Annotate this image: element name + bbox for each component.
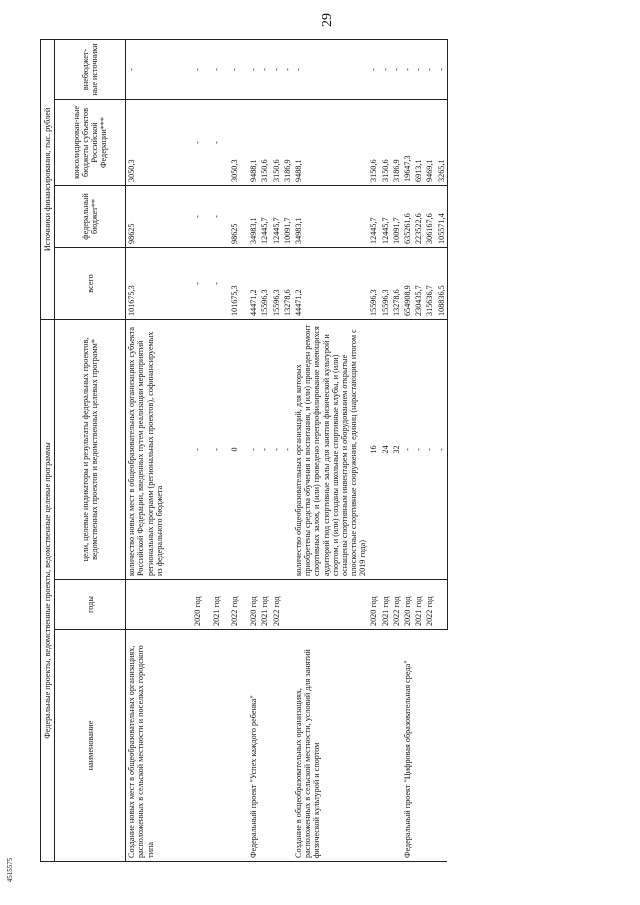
cell-extra: -: [436, 39, 448, 99]
table-row: [248, 39, 259, 861]
cell-year: 2020 год: [248, 580, 259, 630]
page-number: 29: [320, 13, 335, 27]
cell-federal: 12445,7: [368, 185, 379, 247]
cell-regional: 3150,6: [271, 99, 282, 185]
cell-total: 44471,2: [293, 247, 369, 319]
cell-extra: -: [424, 39, 435, 99]
cell-federal: 223522,6: [413, 185, 424, 247]
cell-federal: 98625: [229, 185, 248, 247]
cell-regional: 9469,1: [424, 99, 435, 185]
cell-value: -: [192, 319, 211, 579]
cell-total: 654908,9: [402, 247, 413, 319]
cell-value: 32: [391, 319, 402, 579]
cell-total: 13278,6: [282, 247, 293, 319]
cell-year: 2021 год: [380, 580, 391, 630]
cell-year: 2021 год: [413, 580, 424, 630]
cell-regional: 3150,6: [368, 99, 379, 185]
cell-federal: 34983,1: [248, 185, 259, 247]
cell-value: -: [436, 319, 448, 579]
cell-value: -: [211, 319, 230, 579]
cell-federal: 34983,1: [293, 185, 369, 247]
financing-table: [40, 39, 448, 862]
cell-federal: -: [192, 185, 211, 247]
cell-regional: 6913,1: [413, 99, 424, 185]
item-name: Федеральный проект "Цифровая образовательная среда": [402, 630, 447, 862]
cell-extra: -: [271, 39, 282, 99]
cell-value: 0: [229, 319, 248, 579]
cell-regional: 3186,9: [391, 99, 402, 185]
cell-total: 108836,5: [436, 247, 448, 319]
cell-value: -: [259, 319, 270, 579]
cell-value: -: [424, 319, 435, 579]
cell-year: [282, 580, 293, 630]
cell-regional: 3050,3: [126, 99, 192, 185]
cell-federal: -: [211, 185, 230, 247]
cell-total: 15596,3: [368, 247, 379, 319]
cell-extra: -: [413, 39, 424, 99]
cell-extra: -: [293, 39, 369, 99]
cell-year: 2021 год: [211, 580, 230, 630]
cell-extra: -: [248, 39, 259, 99]
cell-extra: -: [211, 39, 230, 99]
cell-extra: -: [402, 39, 413, 99]
cell-year: 2022 год: [424, 580, 435, 630]
cell-total: 15596,3: [259, 247, 270, 319]
cell-year: 2020 год: [402, 580, 413, 630]
cell-federal: 12445,7: [259, 185, 270, 247]
header-total: всего: [55, 247, 126, 319]
cell-federal: 306167,6: [424, 185, 435, 247]
cell-regional: 9488,1: [248, 99, 259, 185]
cell-regional: 3150,6: [259, 99, 270, 185]
item-name: Федеральный проект "Успех каждого ребенка": [248, 630, 293, 862]
cell-regional: -: [211, 99, 230, 185]
cell-federal: 98625: [126, 185, 192, 247]
table-row: [293, 39, 369, 861]
cell-regional: 3050,3: [229, 99, 248, 185]
cell-extra: -: [368, 39, 379, 99]
cell-total: 315636,7: [424, 247, 435, 319]
header-regional: консолидирован-ные бюджеты субъектов Российской Федерации***: [55, 99, 126, 185]
rotated-table-sheet: [40, 40, 560, 862]
cell-year: 2020 год: [368, 580, 379, 630]
cell-extra: -: [282, 39, 293, 99]
indicator-text: количество новых мест в общеобразовательных организациях субъекта Российской Федерации, введенных путем реализации мероприятий региональных программ (региональных проектов), софинансируемых из федерального бюджета: [126, 319, 192, 579]
cell-extra: -: [259, 39, 270, 99]
cell-total: -: [211, 247, 230, 319]
cell-total: 101675,3: [126, 247, 192, 319]
cell-value: -: [248, 319, 259, 579]
cell-value: -: [271, 319, 282, 579]
cell-federal: 10091,7: [282, 185, 293, 247]
cell-federal: 105571,4: [436, 185, 448, 247]
header-name: наименование: [55, 630, 126, 862]
cell-total: 230435,7: [413, 247, 424, 319]
header-goals: цели, целевые индикаторы и результаты федеральных проектов, ведомственных проектов и ведомственных целевых программ*: [55, 319, 126, 579]
cell-year: 2020 год: [192, 580, 211, 630]
cell-federal: 12445,7: [380, 185, 391, 247]
cell-year: [436, 580, 448, 630]
cell-year: 2022 год: [229, 580, 248, 630]
table-row: [402, 39, 413, 861]
cell-extra: -: [126, 39, 192, 99]
indicator-text: количество общеобразовательных организаций, для которых приобретены средства обучения и воспитания, и (или) проведен ремонт спортивных залов, и (или) проведено перепрофилирование имеющихся аудиторий под спортивные залы для занятия физической культурой и спортом, и (или) созданы школьные спортивные клубы, и (или) оснащены спортивным инвентарем и оборудованием открытые плоскостные спортивные сооружения, единиц (нарастающим итогом с 2019 года): [293, 319, 369, 579]
cell-extra: -: [229, 39, 248, 99]
item-name: Создание в общеобразовательных организациях, расположенных в сельской местности, условий для занятий физической культурой и спортом: [293, 630, 402, 862]
cell-value: 16: [368, 319, 379, 579]
cell-extra: -: [380, 39, 391, 99]
cell-year: 2022 год: [271, 580, 282, 630]
cell-federal: 12445,7: [271, 185, 282, 247]
cell-regional: 3186,9: [282, 99, 293, 185]
cell-total: -: [192, 247, 211, 319]
cell-total: 15596,3: [271, 247, 282, 319]
cell-extra: -: [192, 39, 211, 99]
cell-value: -: [413, 319, 424, 579]
cell-year: 2021 год: [259, 580, 270, 630]
cell-regional: 3265,1: [436, 99, 448, 185]
cell-federal: 635261,6: [402, 185, 413, 247]
cell-extra: -: [391, 39, 402, 99]
cell-total: 44471,2: [248, 247, 259, 319]
cell-regional: -: [192, 99, 211, 185]
cell-regional: 3150,6: [380, 99, 391, 185]
document-id: 4515575: [6, 857, 14, 883]
cell-value: -: [402, 319, 413, 579]
header-federal: федеральный бюджет**: [55, 185, 126, 247]
header-group-projects: Федеральные проекты, ведомственные проекты, ведомственные целевые программы: [41, 319, 55, 861]
cell-total: 101675,3: [229, 247, 248, 319]
cell-total: 13278,6: [391, 247, 402, 319]
cell-federal: 10091,7: [391, 185, 402, 247]
cell-year: 2022 год: [391, 580, 402, 630]
cell-total: 15596,3: [380, 247, 391, 319]
header-extra: внебюджет-ные источники: [55, 39, 126, 99]
table-row: [126, 39, 192, 861]
cell-regional: 19647,3: [402, 99, 413, 185]
header-years: годы: [55, 580, 126, 630]
cell-regional: 9488,1: [293, 99, 369, 185]
header-group-financing: Источники финансирования, тыс. рублей: [41, 39, 55, 319]
cell-value: 24: [380, 319, 391, 579]
cell-value: -: [282, 319, 293, 579]
item-name: Создание новых мест в общеобразовательных организациях, расположенных в сельской местности и поселках городского типа: [126, 630, 249, 862]
